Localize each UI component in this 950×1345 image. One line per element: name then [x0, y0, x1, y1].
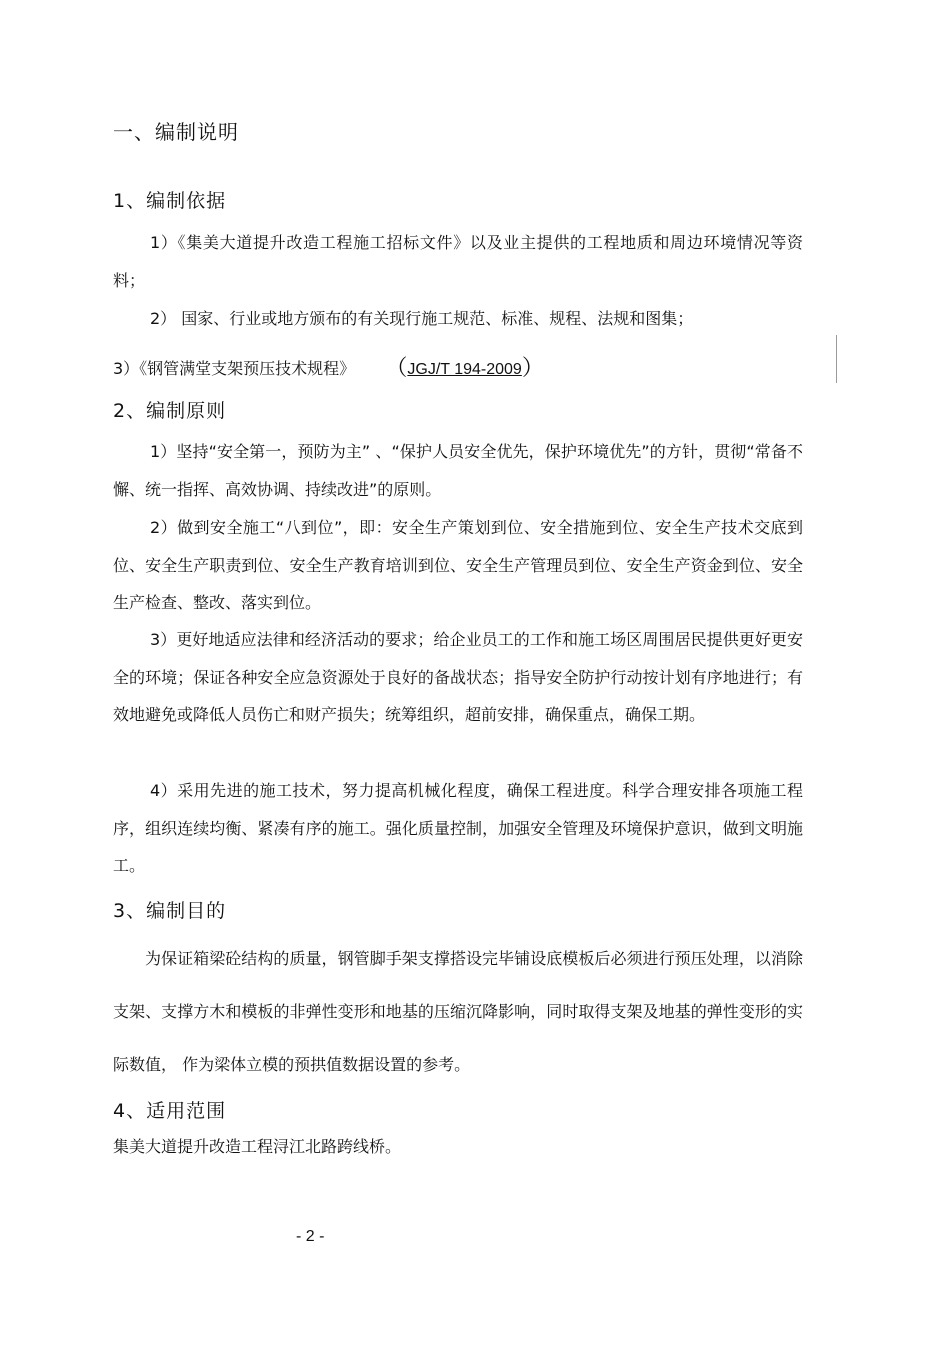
margin-rule — [836, 335, 837, 383]
close-paren: ） — [521, 356, 544, 381]
scope-text: 集美大道提升改造工程浔江北路跨线桥。 — [113, 1137, 402, 1156]
basis-heading: 1、编制依据 — [113, 190, 227, 212]
section-title: 一、编制说明 — [113, 120, 239, 144]
page-number: - 2 - — [296, 1228, 325, 1245]
purpose-heading: 3、编制目的 — [113, 900, 227, 922]
principles-heading: 2、编制原则 — [113, 400, 227, 422]
standard-code: JGJ/T 194-2009 — [407, 361, 522, 378]
basis-item-3-title: 3）《钢管满堂支架预压技术规程》 — [113, 359, 356, 378]
basis-item-1: 1）《集美大道提升改造工程施工招标文件》以及业主提供的工程地质和周边环境情况等资料； — [113, 233, 803, 290]
principle-1: 1）坚持“安全第一，预防为主” 、“保护人员安全优先，保护环境优先”的方针，贯彻“常备不懈、统一指挥、高效协调、持续改进”的原则。 — [113, 442, 803, 499]
principle-3: 3）更好地适应法律和经济活动的要求；给企业员工的工作和施工场区周围居民提供更好更安全的环境；保证各种安全应急资源处于良好的备战状态；指导安全防护行动按计划有序地进行；有效地避免或降低人员伤亡和财产损失；统筹组织，超前安排，确保重点，确保工期。 — [113, 630, 803, 724]
principle-4: 4）采用先进的施工技术，努力提高机械化程度，确保工程进度。科学合理安排各项施工程序，组织连续均衡、紧凑有序的施工。强化质量控制，加强安全管理及环境保护意识，做到文明施工。 — [113, 781, 803, 875]
purpose-text: 为保证箱梁砼结构的质量，钢管脚手架支撑搭设完毕铺设底模板后必须进行预压处理，以消除支架、支撑方木和模板的非弹性变形和地基的压缩沉降影响，同时取得支架及地基的弹性变形的实际数值， 作为梁体立模的预拱值数据设置的参考。 — [113, 949, 803, 1074]
basis-item-3 — [113, 350, 544, 381]
open-paren: （ — [385, 356, 408, 381]
scope-heading: 4、适用范围 — [113, 1100, 227, 1122]
principle-2: 2）做到安全施工“八到位”，即：安全生产策划到位、安全措施到位、安全生产技术交底到位、安全生产职责到位、安全生产教育培训到位、安全生产管理员到位、安全生产资金到位、安全生产检查、整改、落实到位。 — [113, 518, 803, 612]
basis-item-2: 2） 国家、行业或地方颁布的有关现行施工规范、标准、规程、法规和图集； — [150, 309, 694, 328]
